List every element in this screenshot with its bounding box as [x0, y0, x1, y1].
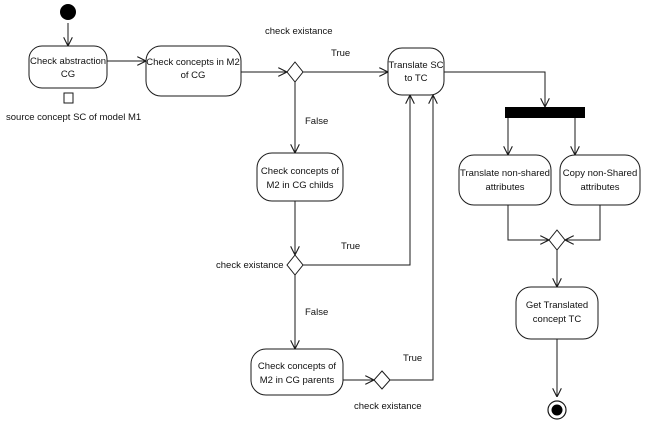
- node-get-translated: [516, 287, 598, 339]
- decision-diamond-3: [374, 371, 390, 389]
- node-copy-nonshared-line2: attributes: [580, 182, 620, 193]
- node-check-abstraction-line2: CG: [60, 69, 76, 80]
- node-check-abstraction: [29, 46, 107, 88]
- node-check-m2-childs: [257, 153, 343, 201]
- node-check-abstraction-line1: Check abstraction: [29, 56, 107, 67]
- node-copy-nonshared-line1: Copy non-Shared: [562, 168, 638, 179]
- node-check-m2-cg-line1: Check concepts in M2: [146, 57, 240, 68]
- edge-copy-nonshared-to-merge: [565, 205, 600, 240]
- false-label-2: False: [305, 307, 329, 318]
- merge-diamond: [549, 230, 565, 250]
- decision-diamond-1: [287, 62, 303, 82]
- true-label-1: True: [331, 48, 351, 59]
- final-node: [548, 401, 566, 419]
- source-concept-pin: [64, 93, 73, 103]
- initial-node: [60, 4, 76, 20]
- fork-bar: [505, 107, 585, 118]
- node-copy-nonshared: [560, 155, 640, 205]
- node-get-translated-line2: concept TC: [532, 314, 582, 325]
- node-check-m2-parents-line1: Check concepts of: [257, 361, 337, 372]
- node-translate-sc: [388, 48, 444, 95]
- decision-diamond-2: [287, 255, 303, 275]
- node-check-m2-parents-line2: M2 in CG parents: [259, 375, 335, 386]
- edge-translate-to-fork: [444, 72, 545, 107]
- edge-decision3-true: [390, 95, 433, 380]
- node-translate-nonshared: [459, 155, 551, 205]
- edge-translate-nonshared-to-merge: [508, 205, 549, 240]
- node-get-translated-line1: Get Translated: [525, 300, 589, 311]
- node-check-m2-childs-line2: M2 in CG childs: [266, 180, 334, 191]
- node-check-m2-childs-line1: Check concepts of: [260, 166, 340, 177]
- node-translate-sc-line2: to TC: [404, 73, 428, 84]
- node-check-m2-parents: [251, 349, 343, 395]
- node-check-m2-cg: [146, 46, 241, 96]
- true-label-3: True: [403, 353, 423, 364]
- check-existance-label-3: check existance: [354, 401, 422, 412]
- node-translate-nonshared-line2: attributes: [485, 182, 525, 193]
- check-existance-label-1: check existance: [265, 26, 333, 37]
- check-existance-label-2: check existance: [216, 260, 284, 271]
- node-translate-sc-line1: Translate SC: [388, 60, 444, 71]
- node-translate-nonshared-line1: Translate non-shared: [460, 168, 550, 179]
- true-label-2: True: [341, 241, 361, 252]
- node-check-m2-cg-line2: of CG: [180, 70, 206, 81]
- source-concept-label: source concept SC of model M1: [6, 112, 142, 123]
- false-label-1: False: [305, 116, 329, 127]
